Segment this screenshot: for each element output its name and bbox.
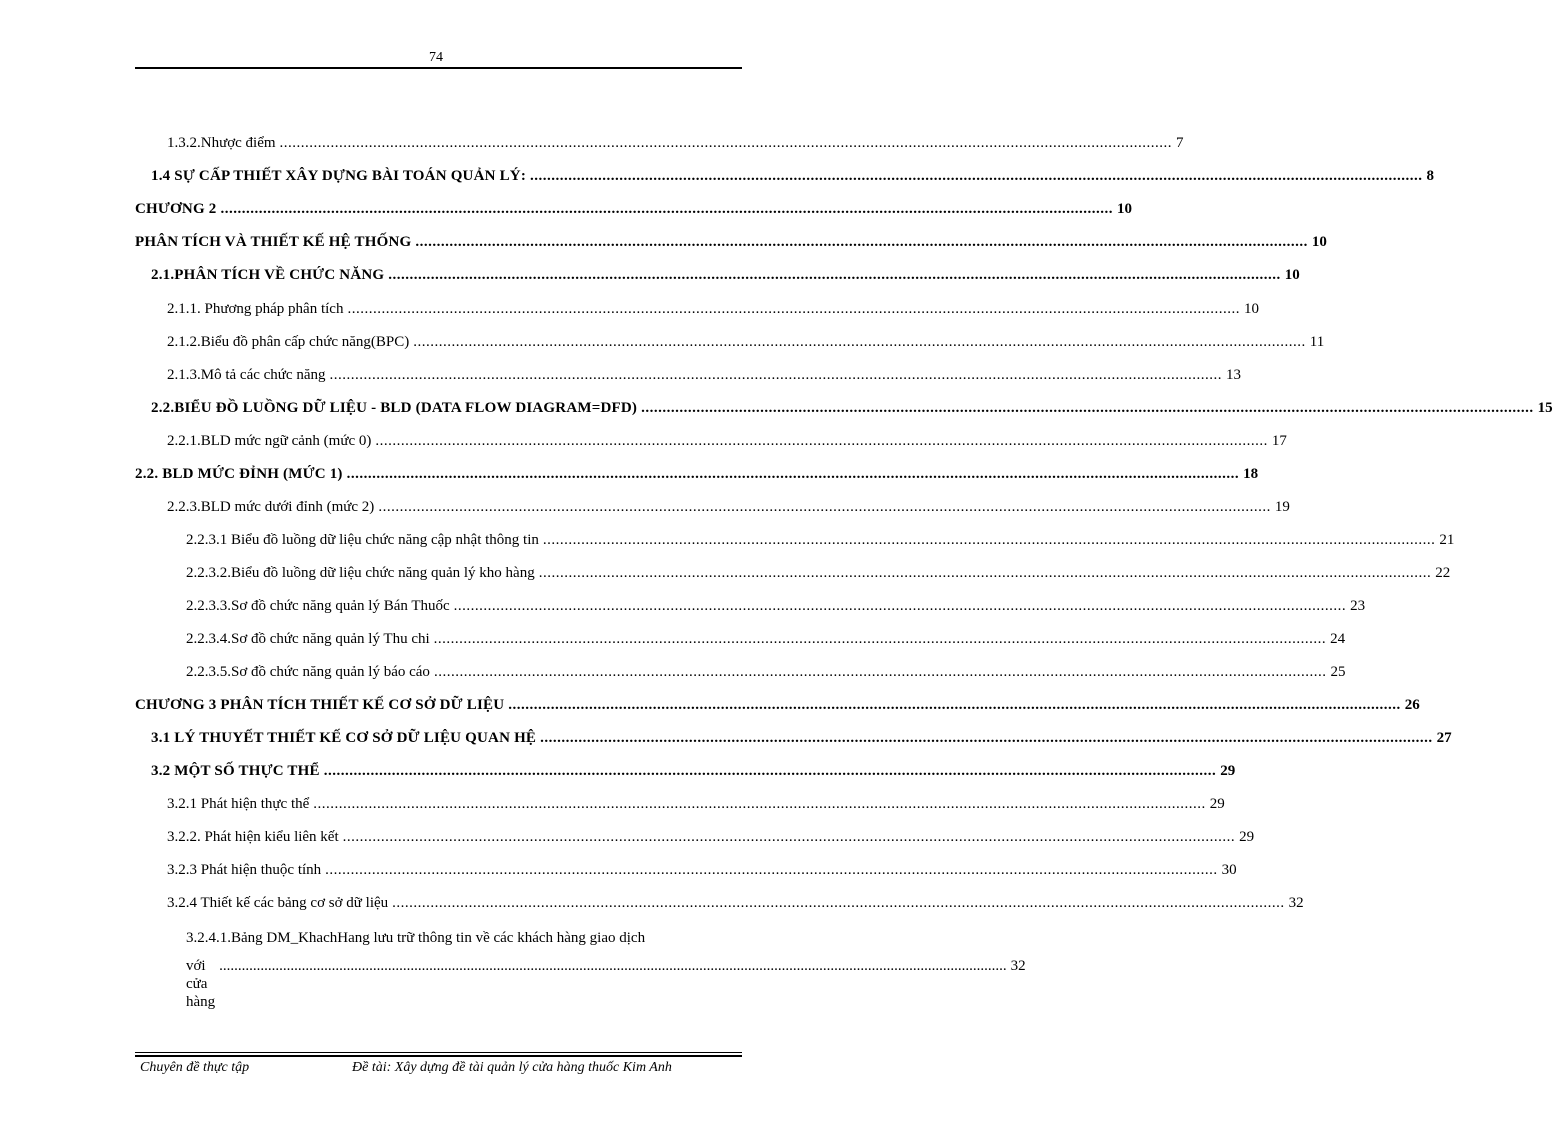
toc-title: 2.2.1.BLD mức ngữ cảnh (mức 0)	[167, 433, 372, 449]
footer-right-text: Đề tài: Xây dựng đề tài quản lý cửa hàng thuốc Kim Anh	[352, 1060, 672, 1075]
dot-leader: ..................................................................................................................................................................................................................	[508, 697, 1401, 713]
toc-page: 29	[1220, 763, 1236, 779]
toc-entry-wrapped[interactable]	[186, 929, 1026, 1011]
dot-leader: ..................................................................................................................................................................................................................	[538, 565, 1432, 581]
toc-title: 3.2.1 Phát hiện thực thể	[167, 796, 310, 812]
toc-title: 3.2.4 Thiết kế các bảng cơ sở dữ liệu	[167, 895, 389, 911]
toc-entry[interactable]	[167, 333, 1325, 351]
dot-leader: ..................................................................................................................................................................................................................	[347, 301, 1240, 317]
toc-page: 10	[1284, 267, 1300, 283]
toc-entry[interactable]	[186, 531, 1455, 549]
toc-page: 32	[1010, 958, 1026, 974]
dot-leader: ..................................................................................................................................................................................................................	[453, 598, 1347, 614]
toc-entry[interactable]	[135, 696, 1420, 714]
toc-title: 2.2. BLD MỨC ĐỈNH (MỨC 1)	[135, 466, 343, 482]
toc-page: 15	[1537, 400, 1553, 416]
toc-page: 27	[1436, 730, 1452, 746]
dot-leader: ..................................................................................................................................................................................................................	[641, 400, 1534, 416]
toc-title: 2.2.3.3.Sơ đồ chức năng quản lý Bán Thuốc	[186, 598, 450, 614]
toc-page: 10	[1311, 234, 1327, 250]
toc-entry[interactable]	[167, 828, 1255, 846]
toc-entry[interactable]	[186, 564, 1451, 582]
toc-page: 19	[1274, 499, 1290, 515]
toc-entry[interactable]	[186, 630, 1346, 648]
toc-entry[interactable]	[167, 894, 1304, 912]
toc-title-line2: với cửa hàng	[186, 958, 216, 1010]
toc-entry[interactable]	[167, 498, 1290, 516]
toc-entry[interactable]	[167, 300, 1259, 318]
dot-leader: ..................................................................................................................................................................................................................	[346, 466, 1240, 482]
toc-page: 11	[1309, 334, 1325, 350]
dot-leader: ..................................................................................................................................................................................................................	[378, 499, 1271, 515]
toc-entry[interactable]	[167, 432, 1287, 450]
toc-title: 3.2.3 Phát hiện thuộc tính	[167, 862, 322, 878]
toc-title: 2.2.3.5.Sơ đồ chức năng quản lý báo cáo	[186, 664, 430, 680]
toc-entry[interactable]	[167, 134, 1184, 152]
toc-entry[interactable]	[151, 167, 1435, 185]
toc-title: PHÂN TÍCH VÀ THIẾT KẾ HỆ THỐNG	[135, 234, 412, 250]
toc-entry[interactable]	[167, 366, 1241, 384]
toc-page: 26	[1404, 697, 1420, 713]
dot-leader: ..................................................................................................................................................................................................................	[415, 234, 1308, 250]
toc-entry[interactable]	[135, 200, 1132, 218]
dot-leader: ..................................................................................................................................................................................................................	[413, 334, 1306, 350]
dot-leader: ..................................................................................................................................................................................................................	[329, 367, 1222, 383]
toc-title: 2.2.3.1 Biểu đồ luồng dữ liệu chức năng cập nhật thông tin	[186, 532, 539, 548]
dot-leader: ..................................................................................................................................................................................................................	[342, 829, 1236, 845]
toc-entry[interactable]	[167, 795, 1225, 813]
toc-title: 2.1.1. Phương pháp phân tích	[167, 301, 344, 317]
toc-title: 3.2.2. Phát hiện kiểu liên kết	[167, 829, 339, 845]
toc-entry[interactable]	[151, 266, 1300, 284]
toc-page: 24	[1330, 631, 1346, 647]
toc-page: 13	[1226, 367, 1241, 383]
toc-title: 2.2.BIỂU ĐỒ LUỒNG DỮ LIỆU - BLD (DATA FLOW DIAGRAM=DFD)	[151, 400, 638, 416]
toc-title: 3.1 LÝ THUYẾT THIẾT KẾ CƠ SỞ DỮ LIỆU QUAN HỆ	[151, 730, 537, 746]
toc-title-line1: 3.2.4.1.Bảng DM_KhachHang lưu trữ thông tin về các khách hàng giao dịch	[186, 930, 646, 946]
toc-page: 10	[1243, 301, 1259, 317]
dot-leader: ..................................................................................................................................................................................................................	[392, 895, 1285, 911]
toc-page: 22	[1435, 565, 1451, 581]
toc-page: 29	[1209, 796, 1225, 812]
footer-rule	[135, 1055, 742, 1057]
toc-entry[interactable]	[186, 663, 1346, 681]
footer-rule	[135, 1052, 742, 1053]
toc-title: 2.1.2.Biểu đồ phân cấp chức năng(BPC)	[167, 334, 410, 350]
toc-page: 17	[1271, 433, 1287, 449]
toc-entry[interactable]	[151, 399, 1553, 417]
toc-entry[interactable]	[151, 729, 1452, 747]
toc-title: CHƯƠNG 2	[135, 201, 217, 217]
dot-leader: ..................................................................................................................................................................................................................	[540, 730, 1433, 746]
toc-title: 1.4 SỰ CẤP THIẾT XÂY DỰNG BÀI TOÁN QUẢN LÝ:	[151, 168, 527, 184]
toc-page: 29	[1239, 829, 1255, 845]
toc-page: 25	[1330, 664, 1346, 680]
toc-entry[interactable]	[135, 233, 1327, 251]
toc-title: 1.3.2.Nhược điểm	[167, 135, 276, 151]
toc-page: 21	[1439, 532, 1455, 548]
toc-title: 2.1.3.Mô tả các chức năng	[167, 367, 326, 383]
dot-leader: ..................................................................................................................................................................................................................	[375, 433, 1268, 449]
toc-page: 30	[1221, 862, 1237, 878]
page-number: 74	[429, 50, 443, 65]
dot-leader: ..................................................................................................................................................................................................................	[219, 958, 1007, 974]
toc-entry[interactable]	[186, 597, 1366, 615]
toc-title: 2.2.3.2.Biểu đồ luồng dữ liệu chức năng quản lý kho hàng	[186, 565, 535, 581]
dot-leader: ..................................................................................................................................................................................................................	[220, 201, 1113, 217]
toc-title: 2.2.3.4.Sơ đồ chức năng quản lý Thu chi	[186, 631, 430, 647]
toc-title: 2.1.PHÂN TÍCH VỀ CHỨC NĂNG	[151, 267, 385, 283]
toc-entry[interactable]	[167, 861, 1237, 879]
toc-page: 8	[1426, 168, 1435, 184]
dot-leader: ..................................................................................................................................................................................................................	[279, 135, 1173, 151]
toc-title: 3.2 MỘT SỐ THỰC THỂ	[151, 763, 320, 779]
toc-page: 7	[1176, 135, 1184, 151]
toc-page: 10	[1116, 201, 1132, 217]
dot-leader: ..................................................................................................................................................................................................................	[433, 664, 1327, 680]
dot-leader: ..................................................................................................................................................................................................................	[433, 631, 1327, 647]
toc-page: 32	[1288, 895, 1304, 911]
toc-page: 18	[1243, 466, 1259, 482]
dot-leader: ..................................................................................................................................................................................................................	[388, 267, 1281, 283]
toc-entry[interactable]	[151, 762, 1236, 780]
dot-leader: ..................................................................................................................................................................................................................	[530, 168, 1423, 184]
footer-left-text: Chuyên đề thực tập	[140, 1060, 250, 1075]
toc-title: 2.2.3.BLD mức dưới đỉnh (mức 2)	[167, 499, 375, 515]
toc-title: CHƯƠNG 3 PHÂN TÍCH THIẾT KẾ CƠ SỞ DỮ LIỆU	[135, 697, 505, 713]
toc-entry[interactable]	[135, 465, 1259, 483]
dot-leader: ..................................................................................................................................................................................................................	[323, 763, 1217, 779]
dot-leader: ..................................................................................................................................................................................................................	[313, 796, 1206, 812]
dot-leader: ..................................................................................................................................................................................................................	[542, 532, 1436, 548]
toc-page: 23	[1350, 598, 1366, 614]
dot-leader: ..................................................................................................................................................................................................................	[325, 862, 1218, 878]
